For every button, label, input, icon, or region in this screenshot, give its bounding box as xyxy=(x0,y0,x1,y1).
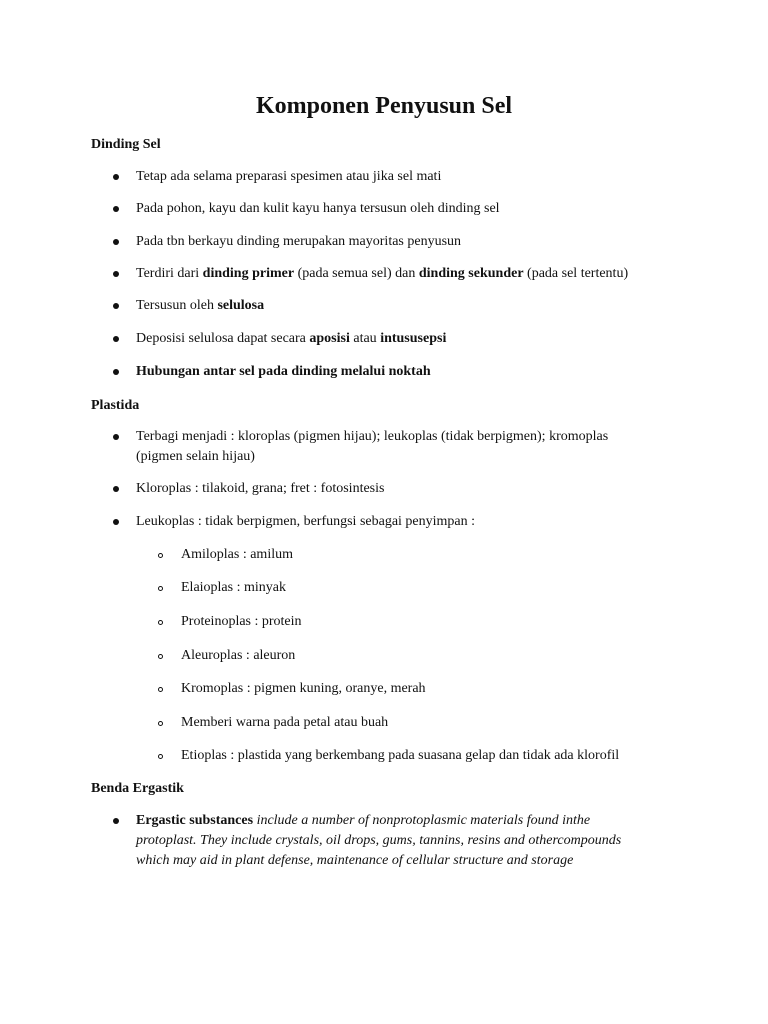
page-title: Komponen Penyusun Sel xyxy=(255,93,513,119)
list-item: Ergastic substances include a number of nonprotoplasmic materials found inthe protoplast. They include crystals, oil drops, gums, tannins, resins and othercompounds which may aid in plant defense, maintenance of cellular structure and storage xyxy=(136,811,696,871)
sub-list-item: Aleuroplas : aleuron xyxy=(181,646,701,666)
section-heading-plastida: Plastida xyxy=(91,398,140,413)
list-item: Pada pohon, kayu dan kulit kayu hanya tersusun oleh dinding sel xyxy=(136,199,696,219)
list-item: Leukoplas : tidak berpigmen, berfungsi sebagai penyimpan : xyxy=(136,512,696,532)
sub-list-item: Memberi warna pada petal atau buah xyxy=(181,713,701,733)
section-heading-benda-ergastik: Benda Ergastik xyxy=(91,781,184,796)
section-heading-dinding-sel: Dinding Sel xyxy=(91,137,161,152)
list-item: Terbagi menjadi : kloroplas (pigmen hijau); leukoplas (tidak berpigmen); kromoplas (pigmen selain hijau) xyxy=(136,427,696,467)
sub-list-item: Elaioplas : minyak xyxy=(181,578,701,598)
list-item: Terdiri dari dinding primer (pada semua sel) dan dinding sekunder (pada sel tertentu) xyxy=(136,264,696,284)
sub-list-item: Proteinoplas : protein xyxy=(181,612,701,632)
sub-list-item: Kromoplas : pigmen kuning, oranye, merah xyxy=(181,679,701,699)
sub-list-item: Etioplas : plastida yang berkembang pada suasana gelap dan tidak ada klorofil xyxy=(181,746,701,766)
list-item: Kloroplas : tilakoid, grana; fret : fotosintesis xyxy=(136,479,696,499)
list-item: Hubungan antar sel pada dinding melalui noktah xyxy=(136,362,696,382)
list-item: Deposisi selulosa dapat secara aposisi atau intususepsi xyxy=(136,329,696,349)
list-item: Tetap ada selama preparasi spesimen atau jika sel mati xyxy=(136,167,696,187)
list-item: Tersusun oleh selulosa xyxy=(136,296,696,316)
list-item: Pada tbn berkayu dinding merupakan mayoritas penyusun xyxy=(136,232,696,252)
sub-list-item: Amiloplas : amilum xyxy=(181,545,701,565)
